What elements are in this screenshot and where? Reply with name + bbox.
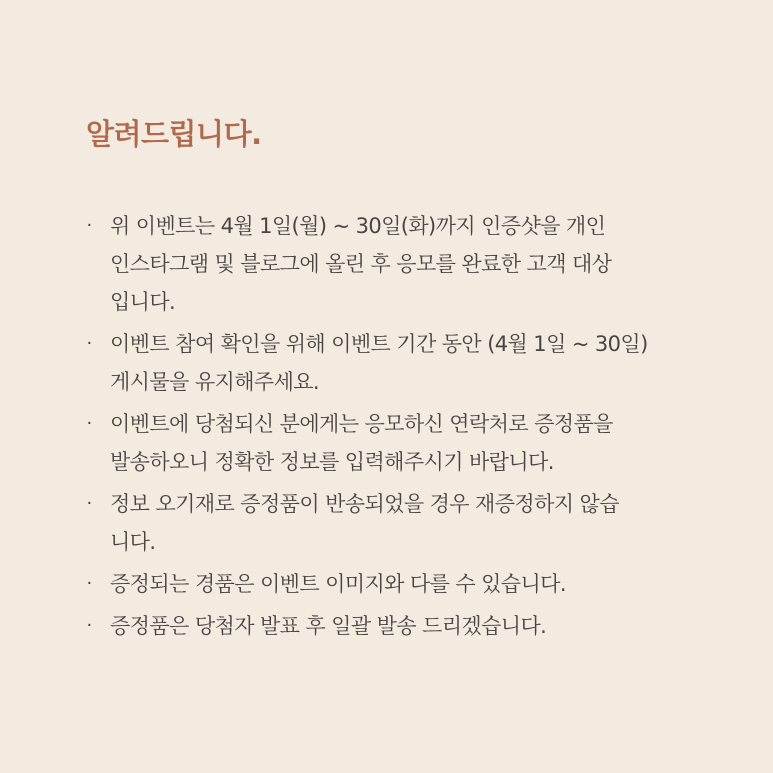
notice-item (0, 607, 670, 645)
notice-item-line: 인스타그램 및 블로그에 올린 후 응모를 완료한 고객 대상 (110, 252, 612, 276)
notice-item (0, 325, 670, 401)
notice-item-line: 정보 오기재로 증정품이 반송되었을 경우 재증정하지 않습 (110, 492, 619, 516)
bullet-dot-icon: · (86, 573, 92, 594)
bullet-dot-icon: · (86, 333, 92, 354)
notice-title: 알려드립니다. (86, 117, 262, 151)
notice-item-line: 증정되는 경품은 이벤트 이미지와 다를 수 있습니다. (110, 572, 566, 596)
notice-list (0, 207, 670, 649)
bullet-dot-icon: · (86, 215, 92, 236)
notice-item-line: 니다. (110, 530, 156, 554)
notice-item (0, 207, 670, 321)
notice-item-line: 이벤트에 당첨되신 분에게는 응모하신 연락처로 증정품을 (110, 412, 613, 436)
notice-item (0, 485, 670, 561)
notice-item-line: 게시물을 유지해주세요. (110, 370, 320, 394)
notice-item-line: 이벤트 참여 확인을 위해 이벤트 기간 동안 (4월 1일 ~ 30일) (110, 332, 648, 356)
notice-item-line: 위 이벤트는 4월 1일(월) ~ 30일(화)까지 인증샷을 개인 (110, 214, 606, 238)
bullet-dot-icon: · (86, 413, 92, 434)
notice-item (0, 565, 670, 603)
notice-item-line: 입니다. (110, 290, 176, 314)
bullet-dot-icon: · (86, 493, 92, 514)
bullet-dot-icon: · (86, 615, 92, 636)
notice-item-line: 발송하오니 정확한 정보를 입력해주시기 바랍니다. (110, 450, 554, 474)
notice-item (0, 405, 670, 481)
notice-item-line: 증정품은 당첨자 발표 후 일괄 발송 드리겠습니다. (110, 614, 547, 638)
